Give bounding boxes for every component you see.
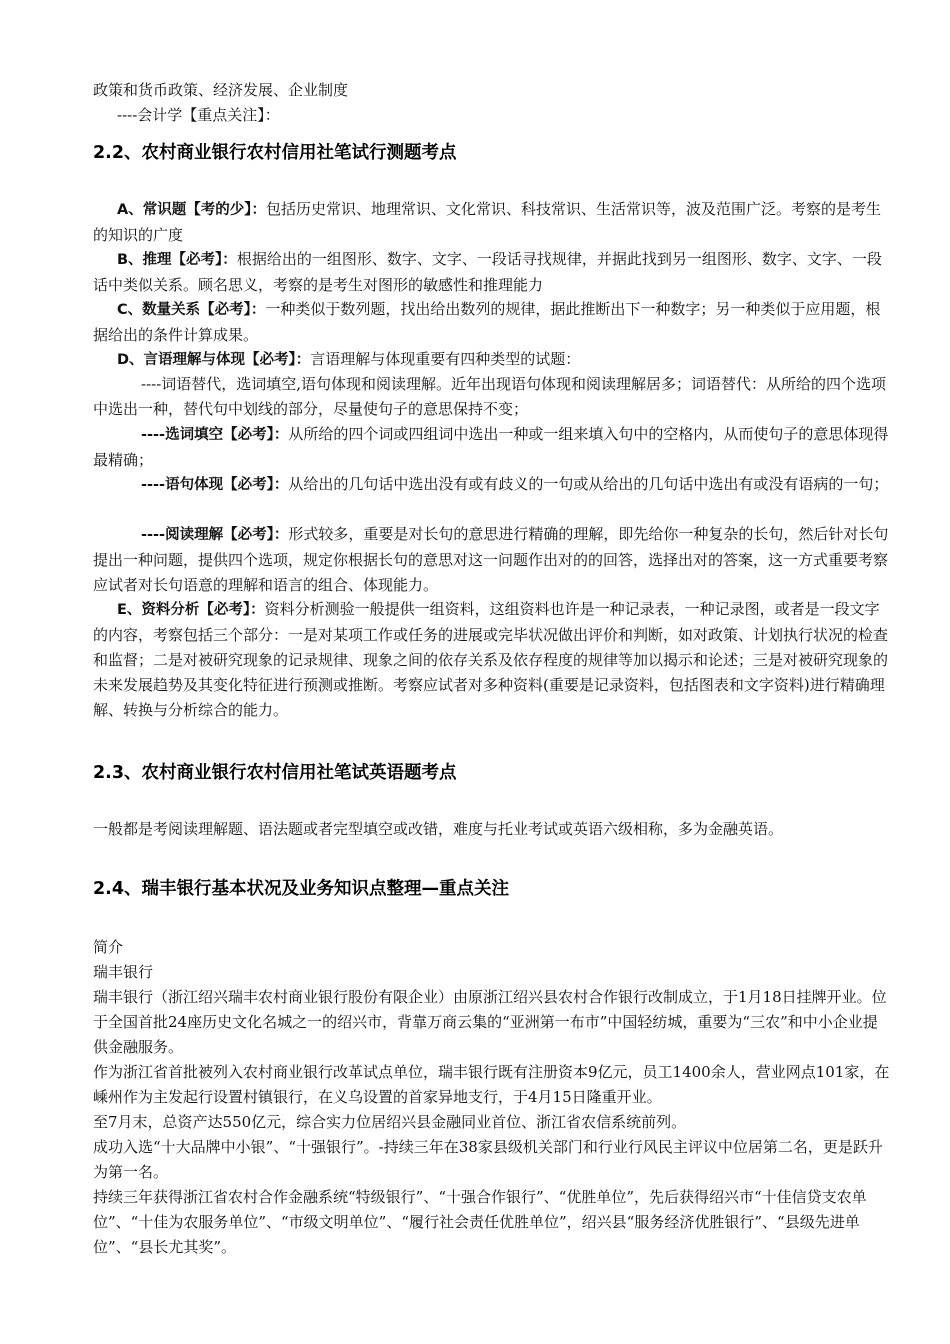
- item-text: 根据给出的一组图形、数字、文字、一段话寻找规律，并据此找到另一组图形、数字、文字、一段话中类似关系。顾名思义，考察的是考生对图形的敏感性和推理能力: [93, 250, 882, 294]
- bank-paragraph: 成功入选“十大品牌中小银”、“十强银行”。-持续三年在38家县级机关部门和行业行风民主评议中位居第二名，更是跃升为第一名。: [93, 1138, 883, 1181]
- sub-item-fill-blank: [93, 422, 890, 473]
- bank-paragraph: 作为浙江省首批被列入农村商业银行改革试点单位，瑞丰银行既有注册资本9亿元，员工1400余人，营业网点101家，在嵊州作为主发起行设置村镇银行，在义乌设置的首家异地支行，于4月15日隆重开业。: [93, 1063, 890, 1106]
- item-b-reasoning: [93, 247, 890, 298]
- item-text: 资料分析测验一般提供一组资料，这组资料也许是一种记录表，一种记录图，或者是一段文字的内容，考察包括三个部分：一是对某项工作或任务的进展或完毕状况做出评价和判断，如对政策、计划执行状况的检查和监督；二是对被研究现象的记录规律、现象之间的依存关系及依存程度的规律等加以揭示和论述；三是对被研究现象的未来发展趋势及其变化特征进行预测或推断。考察应试者对多种资料(重要是记录资料，包括图表和文字资料)进行精确理解、转换与分析综合的能力。: [93, 600, 889, 719]
- sub-item-text: ----词语替代，选词填空,语句体现和阅读理解。近年出现语句体现和阅读理解居多；词语替代：从所给的四个选项中选出一种，替代句中划线的部分，尽量使句子的意思保持不变；: [93, 375, 887, 418]
- bank-paragraph: 瑞丰银行（浙江绍兴瑞丰农村商业银行股份有限企业）由原浙江绍兴县农村合作银行改制成立，于1月18日挂牌开业。位于全国首批24座历史文化名城之一的绍兴市，背靠万商云集的“亚洲第一布市”中国轻纺城，重要为“三农”和中小企业提供金融服务。: [93, 988, 887, 1056]
- intro-label: 简介: [93, 938, 124, 956]
- english-points-text: 一般都是考阅读理解题、语法题或者完型填空或改错，难度与托业考试或英语六级相称，多为金融英语。: [93, 820, 784, 838]
- sub-item-word-substitution: [93, 372, 890, 422]
- section-heading-2-2: 2.2、农村商业银行农村信用社笔试行测题考点: [93, 143, 457, 163]
- item-label: E、资料分析【必考】：: [117, 602, 265, 618]
- sub-item-sentence-expression: [93, 472, 890, 498]
- sub-item-label: ----语句体现【必考】：: [141, 477, 289, 493]
- item-label: D、言语理解与体现【必考】：: [117, 352, 311, 368]
- sub-item-label: ----选词填空【必考】：: [141, 427, 289, 443]
- intro-line: 政策和货币政策、经济发展、企业制度: [93, 81, 349, 99]
- sub-item-text: 从给出的几句话中选出没有或有歧义的一句或从给出的几句话中选出有或没有语病的一句；: [288, 475, 889, 493]
- item-label: B、推理【必考】：: [117, 252, 237, 268]
- bank-name: 瑞丰银行: [93, 963, 154, 981]
- item-a-common-sense: [93, 197, 890, 248]
- intro-accounting-line: ----会计学【重点关注】：: [117, 106, 280, 124]
- item-label: C、数量关系【必考】：: [117, 302, 266, 318]
- sub-item-text: 形式较多，重要是对长句的意思进行精确的理解，即先给你一种复杂的长句，然后针对长句提出一种问题，提供四个选项，规定你根据长句的意思对这一问题作出对的的回答，选择出对的答案，这一方式重要考察应试者对长句语意的理解和语言的组合、体现能力。: [93, 525, 889, 594]
- item-text: 言语理解与体现重要有四种类型的试题：: [310, 350, 581, 368]
- item-c-quantity: [93, 297, 890, 348]
- section-heading-2-4: 2.4、瑞丰银行基本状况及业务知识点整理—重点关注: [93, 879, 509, 899]
- sub-item-label: ----阅读理解【必考】：: [141, 527, 289, 543]
- item-e-data-analysis: [93, 597, 890, 723]
- sub-item-reading: [93, 522, 890, 598]
- bank-paragraph: 持续三年获得浙江省农村合作金融系统“特级银行”、“十强合作银行”、“优胜单位”，先后获得绍兴市“十佳信贷支农单位”、“十佳为农服务单位”、“市级文明单位”、“履行社会责任优胜单位”，绍兴县“服务经济优胜银行”、“县级先进单位”、“县长尤其奖”。: [93, 1188, 867, 1256]
- bank-paragraph: 至7月末，总资产达550亿元，综合实力位居绍兴县金融同业首位、浙江省农信系统前列。: [93, 1113, 687, 1131]
- item-text: 一种类似于数列题，找出给出数列的规律，据此推断出下一种数字；另一种类似于应用题，根据给出的条件计算成果。: [93, 300, 881, 344]
- item-label: A、常识题【考的少】：: [117, 202, 266, 218]
- item-d-language: [93, 347, 890, 373]
- section-heading-2-3: 2.3、农村商业银行农村信用社笔试英语题考点: [93, 763, 457, 783]
- sub-item-text: 从所给的四个词或四组词中选出一种或一组来填入句中的空格内，从而使句子的意思体现得最精确；: [93, 425, 889, 469]
- item-text: 包括历史常识、地理常识、文化常识、科技常识、生活常识等，波及范围广泛。考察的是考生的知识的广度: [93, 200, 881, 244]
